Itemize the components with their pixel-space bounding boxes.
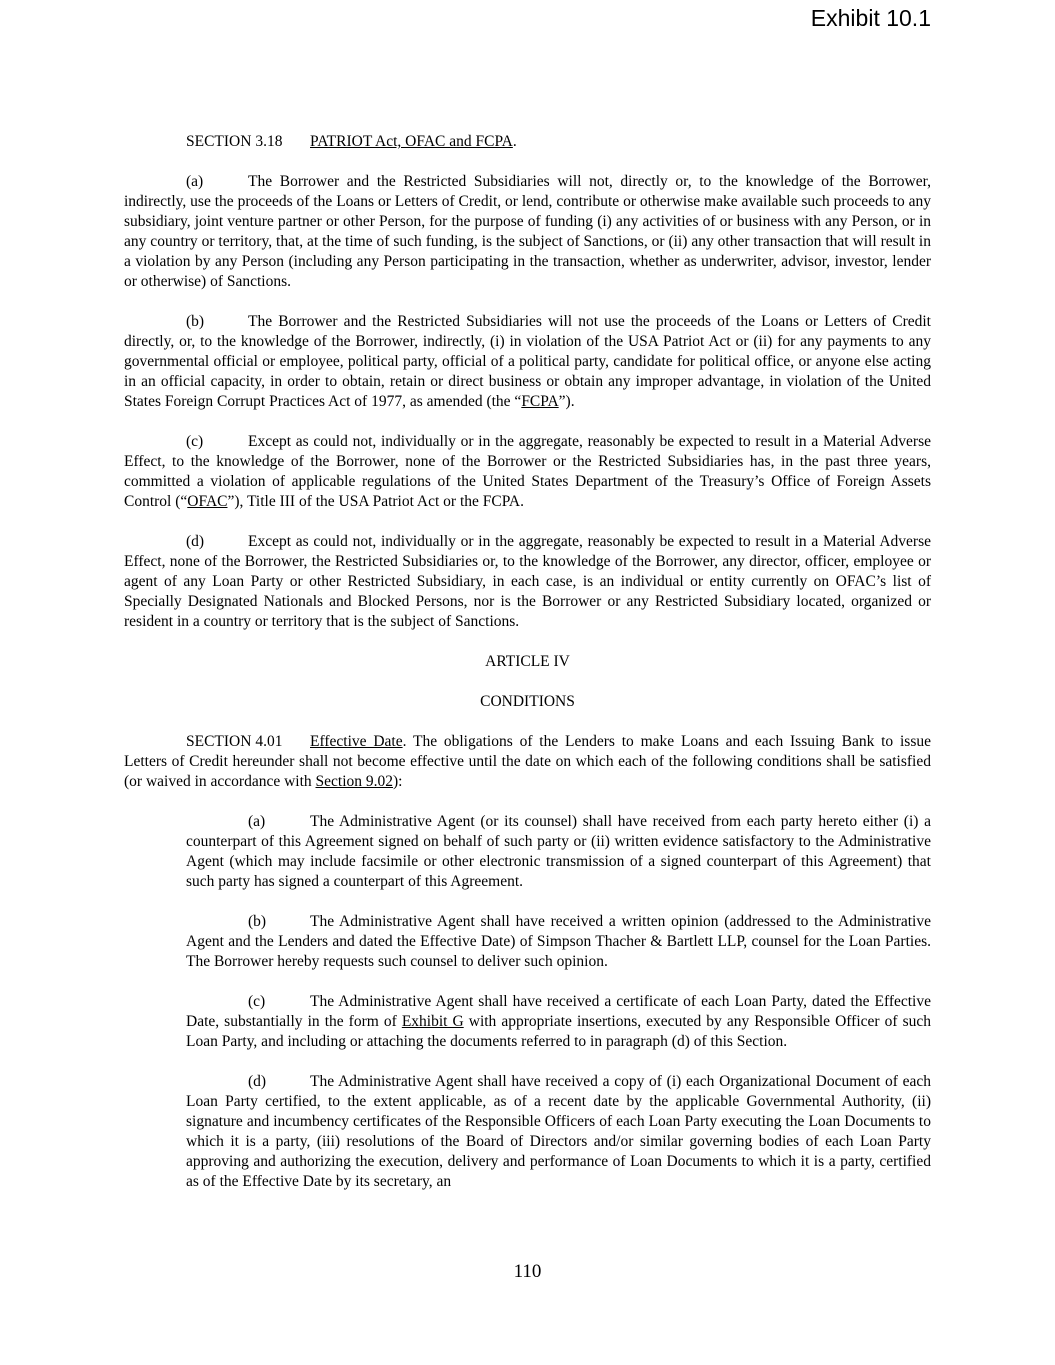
article-title: CONDITIONS	[480, 693, 575, 710]
defined-term: OFAC	[187, 493, 228, 510]
paragraph-3-18-b: (b) The Borrower and the Restricted Subsidiaries will not use the proceeds of the Loans or Letters of Credit directly, or, to the knowledge of the Borrower, indirectly, (i) in violation of the USA Patriot Act or (ii) for any payments to any governmental official or employee, political party, official of a political party, candidate for political office, or anyone else acting in an official capacity, in order to obtain, retain or direct business or obtain any improper advantage, in violation of the United States Foreign Corrupt Practices Act of 1977, as amended (the “FCPA”).	[124, 313, 931, 410]
paragraph-3-18-c: (c) Except as could not, individually or in the aggregate, reasonably be expected to result in a Material Adverse Effect, to the knowledge of the Borrower, none of the Borrower or the Restricted Subsidiaries has, in the past three years, committed a violation of applicable regulations of the United States Department of the Treasury’s Office of Foreign Assets Control (“OFAC”), Title III of the USA Patriot Act or the FCPA.	[124, 433, 931, 510]
paragraph-4-01-d: (d) The Administrative Agent shall have received a copy of (i) each Organizational Document of each Loan Party certified, to the extent applicable, as of a recent date by the applicable Governmental Authority, (ii) signature and incumbency certificates of the Responsible Officers of each Loan Party executing the Loan Documents to which it is a party, (iii) resolutions of the Board of Directors and/or similar governing bodies of each Loan Party approving and authorizing the execution, delivery and performance of Loan Documents to which it is a party, certified as of the Effective Date by its secretary, an	[186, 1073, 931, 1190]
section-title: Effective Date	[310, 733, 403, 750]
section-number: SECTION 4.01	[186, 733, 283, 750]
paragraph-label: (a)	[186, 173, 204, 190]
paragraph-label: (c)	[186, 433, 204, 450]
section-number: SECTION 3.18	[186, 133, 283, 150]
section-4-01-paragraph: SECTION 4.01 Effective Date. The obligations of the Lenders to make Loans and each Issuing Bank to issue Letters of Credit hereunder shall not become effective until the date on which each of the following conditions shall be satisfied (or waived in accordance with Section 9.02):	[124, 733, 931, 790]
paragraph-3-18-d: (d) Except as could not, individually or in the aggregate, reasonably be expected to result in a Material Adverse Effect, none of the Borrower, the Restricted Subsidiaries or, to the knowledge of the Borrower, any director, officer, employee or agent of any Loan Party or other Restricted Subsidiary, in each case, is an individual or entity currently on OFAC’s list of Specially Designated Nationals and Blocked Persons, nor is the Borrower or any Restricted Subsidiary located, organized or resident in a country or territory that is the subject of Sanctions.	[124, 533, 931, 630]
article-number: ARTICLE IV	[485, 653, 570, 670]
exhibit-label: Exhibit 10.1	[810, 5, 931, 31]
paragraph-label: (a)	[248, 813, 266, 830]
paragraph-4-01-a: (a) The Administrative Agent (or its counsel) shall have received from each party hereto either (i) a counterpart of this Agreement signed on behalf of such party or (ii) written evidence satisfactory to the Administrative Agent (which may include facsimile or other electronic transmission of a signed counterpart of this Agreement) that such party has signed a counterpart of this Agreement.	[186, 813, 931, 890]
paragraph-4-01-b: (b) The Administrative Agent shall have received a written opinion (addressed to the Administrative Agent and the Lenders and dated the Effective Date) of Simpson Thacher & Bartlett LLP, counsel for the Loan Parties. The Borrower hereby requests such counsel to deliver such opinion.	[186, 913, 931, 970]
paragraph-label: (b)	[248, 913, 267, 930]
section-title: PATRIOT Act, OFAC and FCPA	[310, 133, 513, 150]
section-3-18-heading: SECTION 3.18 PATRIOT Act, OFAC and FCPA.	[186, 133, 517, 150]
cross-reference: Exhibit G	[401, 1013, 464, 1030]
page-number: 110	[513, 1261, 542, 1282]
paragraph-label: (d)	[186, 533, 205, 550]
paragraph-label: (b)	[186, 313, 205, 330]
paragraph-4-01-c: (c) The Administrative Agent shall have received a certificate of each Loan Party, dated the Effective Date, substantially in the form of Exhibit G with appropriate insertions, executed by any Responsible Officer of such Loan Party, and including or attaching the documents referred to in paragraph (d) of this Section.	[186, 993, 931, 1050]
paragraph-label: (c)	[248, 993, 266, 1010]
cross-reference: Section 9.02	[315, 773, 394, 790]
paragraph-3-18-a: (a) The Borrower and the Restricted Subsidiaries will not, directly or, to the knowledge of the Borrower, indirectly, use the proceeds of the Loans or Letters of Credit, or lend, contribute or otherwise make available such proceeds to any subsidiary, joint venture partner or other Person, for the purpose of funding (i) any activities of or business with any Person, or in any country or territory, that, at the time of such funding, is the subject of Sanctions, or (ii) any other transaction that will result in a violation by any Person (including any Person participating in the transaction, whether as underwriter, advisor, investor, lender or otherwise) of Sanctions.	[124, 173, 931, 290]
defined-term: FCPA	[521, 393, 559, 410]
paragraph-label: (d)	[248, 1073, 267, 1090]
document-body	[124, 132, 931, 1212]
